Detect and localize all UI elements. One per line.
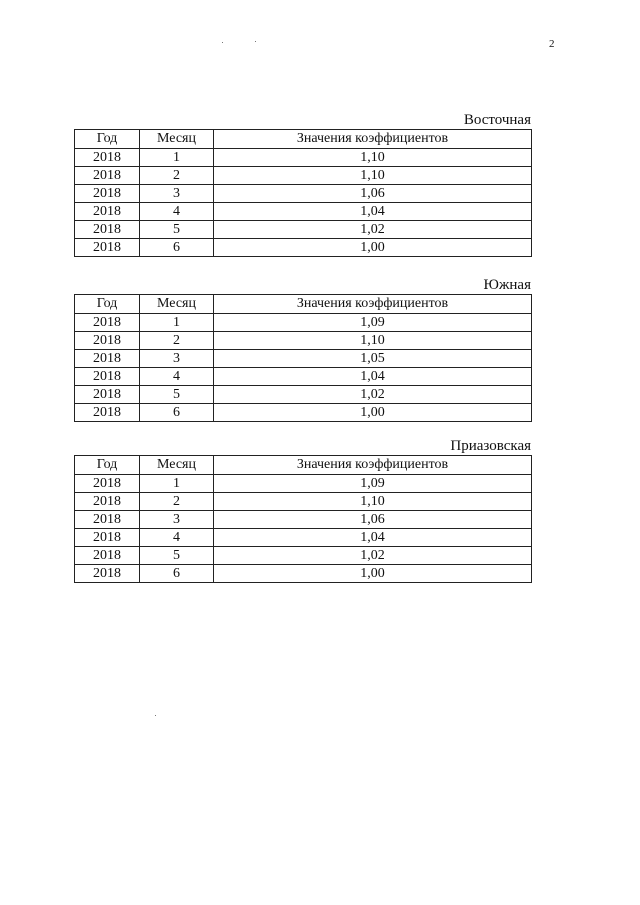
month-cell: 2 (140, 493, 214, 511)
month-cell: 1 (140, 149, 214, 167)
year-cell: 2018 (75, 565, 140, 583)
year-cell: 2018 (75, 350, 140, 368)
table-row (75, 475, 532, 493)
table-row (75, 404, 532, 422)
coefficients-table (74, 294, 532, 422)
month-cell: 6 (140, 239, 214, 257)
year-cell: 2018 (75, 149, 140, 167)
column-header-value: Значения коэффициентов (214, 456, 532, 475)
year-cell: 2018 (75, 493, 140, 511)
value-cell: 1,05 (214, 350, 532, 368)
table-header-row (75, 295, 532, 314)
column-header-month: Месяц (140, 456, 214, 475)
year-cell: 2018 (75, 203, 140, 221)
table-row (75, 511, 532, 529)
column-header-month: Месяц (140, 295, 214, 314)
scan-speck (255, 41, 256, 42)
year-cell: 2018 (75, 221, 140, 239)
section-title: Южная (483, 277, 531, 293)
year-cell: 2018 (75, 475, 140, 493)
section-title: Восточная (463, 112, 531, 128)
table-row (75, 239, 532, 257)
table-row (75, 529, 532, 547)
value-cell: 1,00 (214, 239, 532, 257)
year-cell: 2018 (75, 404, 140, 422)
value-cell: 1,06 (214, 511, 532, 529)
column-header-value: Значения коэффициентов (214, 295, 532, 314)
value-cell: 1,10 (214, 332, 532, 350)
month-cell: 6 (140, 404, 214, 422)
month-cell: 5 (140, 386, 214, 404)
month-cell: 5 (140, 221, 214, 239)
value-cell: 1,02 (214, 547, 532, 565)
month-cell: 4 (140, 529, 214, 547)
scan-speck (222, 42, 223, 43)
column-header-value: Значения коэффициентов (214, 130, 532, 149)
month-cell: 4 (140, 203, 214, 221)
table-row (75, 493, 532, 511)
value-cell: 1,10 (214, 493, 532, 511)
month-cell: 3 (140, 350, 214, 368)
table-row (75, 149, 532, 167)
value-cell: 1,00 (214, 404, 532, 422)
table-row (75, 565, 532, 583)
column-header-year: Год (75, 130, 140, 149)
month-cell: 3 (140, 511, 214, 529)
value-cell: 1,10 (214, 167, 532, 185)
table-row (75, 167, 532, 185)
table-row (75, 203, 532, 221)
month-cell: 3 (140, 185, 214, 203)
table-row (75, 350, 532, 368)
value-cell: 1,00 (214, 565, 532, 583)
value-cell: 1,02 (214, 221, 532, 239)
year-cell: 2018 (75, 167, 140, 185)
year-cell: 2018 (75, 239, 140, 257)
page-number: 2 (549, 38, 555, 50)
month-cell: 2 (140, 332, 214, 350)
table-row (75, 386, 532, 404)
table-row (75, 332, 532, 350)
value-cell: 1,06 (214, 185, 532, 203)
month-cell: 2 (140, 167, 214, 185)
table-header-row (75, 130, 532, 149)
section-vostochnaya (74, 112, 531, 257)
value-cell: 1,04 (214, 203, 532, 221)
column-header-month: Месяц (140, 130, 214, 149)
table-row (75, 547, 532, 565)
year-cell: 2018 (75, 314, 140, 332)
section-yuzhnaya (74, 277, 531, 422)
coefficients-table (74, 455, 532, 583)
month-cell: 4 (140, 368, 214, 386)
table-header-row (75, 456, 532, 475)
year-cell: 2018 (75, 547, 140, 565)
table-row (75, 368, 532, 386)
month-cell: 6 (140, 565, 214, 583)
section-priazovskaya (74, 438, 531, 583)
year-cell: 2018 (75, 511, 140, 529)
month-cell: 1 (140, 314, 214, 332)
table-row (75, 185, 532, 203)
year-cell: 2018 (75, 332, 140, 350)
section-title: Приазовская (450, 438, 531, 454)
value-cell: 1,10 (214, 149, 532, 167)
value-cell: 1,09 (214, 475, 532, 493)
column-header-year: Год (75, 456, 140, 475)
year-cell: 2018 (75, 529, 140, 547)
table-row (75, 314, 532, 332)
year-cell: 2018 (75, 368, 140, 386)
table-row (75, 221, 532, 239)
column-header-year: Год (75, 295, 140, 314)
value-cell: 1,04 (214, 529, 532, 547)
value-cell: 1,04 (214, 368, 532, 386)
value-cell: 1,02 (214, 386, 532, 404)
month-cell: 5 (140, 547, 214, 565)
month-cell: 1 (140, 475, 214, 493)
coefficients-table (74, 129, 532, 257)
value-cell: 1,09 (214, 314, 532, 332)
year-cell: 2018 (75, 185, 140, 203)
scan-speck (155, 715, 156, 716)
year-cell: 2018 (75, 386, 140, 404)
